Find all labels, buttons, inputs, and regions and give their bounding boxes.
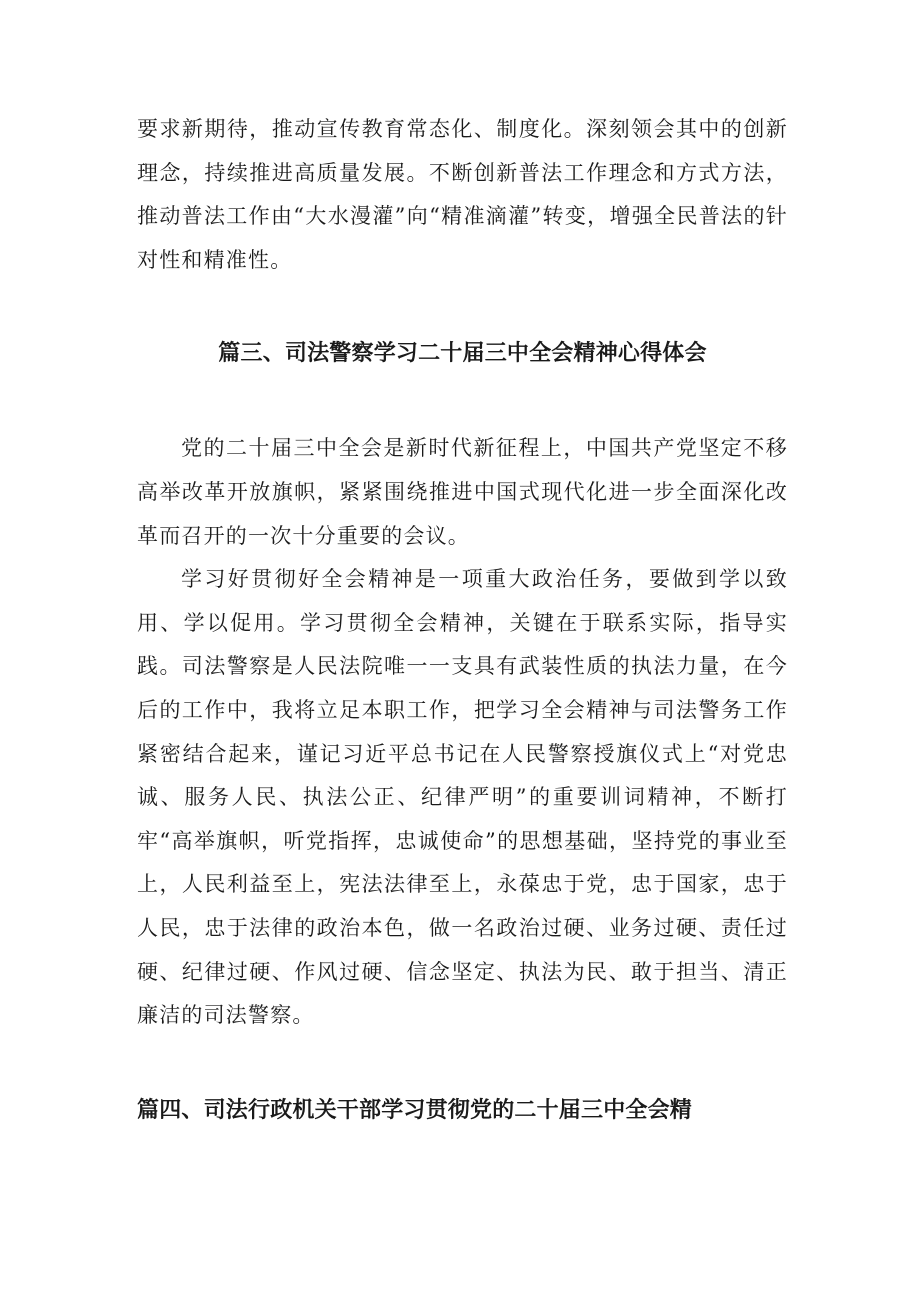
section-3-title: 篇三、司法警察学习二十届三中全会精神心得体会 [218, 341, 707, 367]
paragraph-continued: 要求新期待，推动宣传教育常态化、制度化。深刻领会其中的创新理念，持续推进高质量发展。不断创新普法工作理念和方式方法，推动普法工作由“大水漫灌”向“精准滴灌”转变，增强全民普法的针对性和精准性。 [137, 117, 788, 272]
document-body [137, 108, 788, 1126]
section-3-paragraph-2: 学习好贯彻好全会精神是一项重大政治任务，要做到学以致用、学以促用。学习贯彻全会精神，关键在于联系实际，指导实践。司法警察是人民法院唯一一支具有武装性质的执法力量，在今后的工作中，我将立足本职工作，把学习全会精神与司法警务工作紧密结合起来，谨记习近平总书记在人民警察授旗仪式上“对党忠诚、服务人民、执法公正、纪律严明”的重要训词精神，不断打牢“高举旗帜，听党指挥，忠诚使命”的思想基础，坚持党的事业至上，人民利益至上，宪法法律至上，永葆忠于党，忠于国家，忠于人民，忠于法律的政治本色，做一名政治过硬、业务过硬、责任过硬、纪律过硬、作风过硬、信念坚定、执法为民、敢于担当、清正廉洁的司法警察。 [137, 567, 788, 1028]
section-4-title: 篇四、司法行政机关干部学习贯彻党的二十届三中全会精 [137, 1097, 693, 1123]
section-3-paragraph-1: 党的二十届三中全会是新时代新征程上，中国共产党坚定不移高举改革开放旗帜，紧紧围绕推进中国式现代化进一步全面深化改革而召开的一次十分重要的会议。 [137, 436, 788, 548]
